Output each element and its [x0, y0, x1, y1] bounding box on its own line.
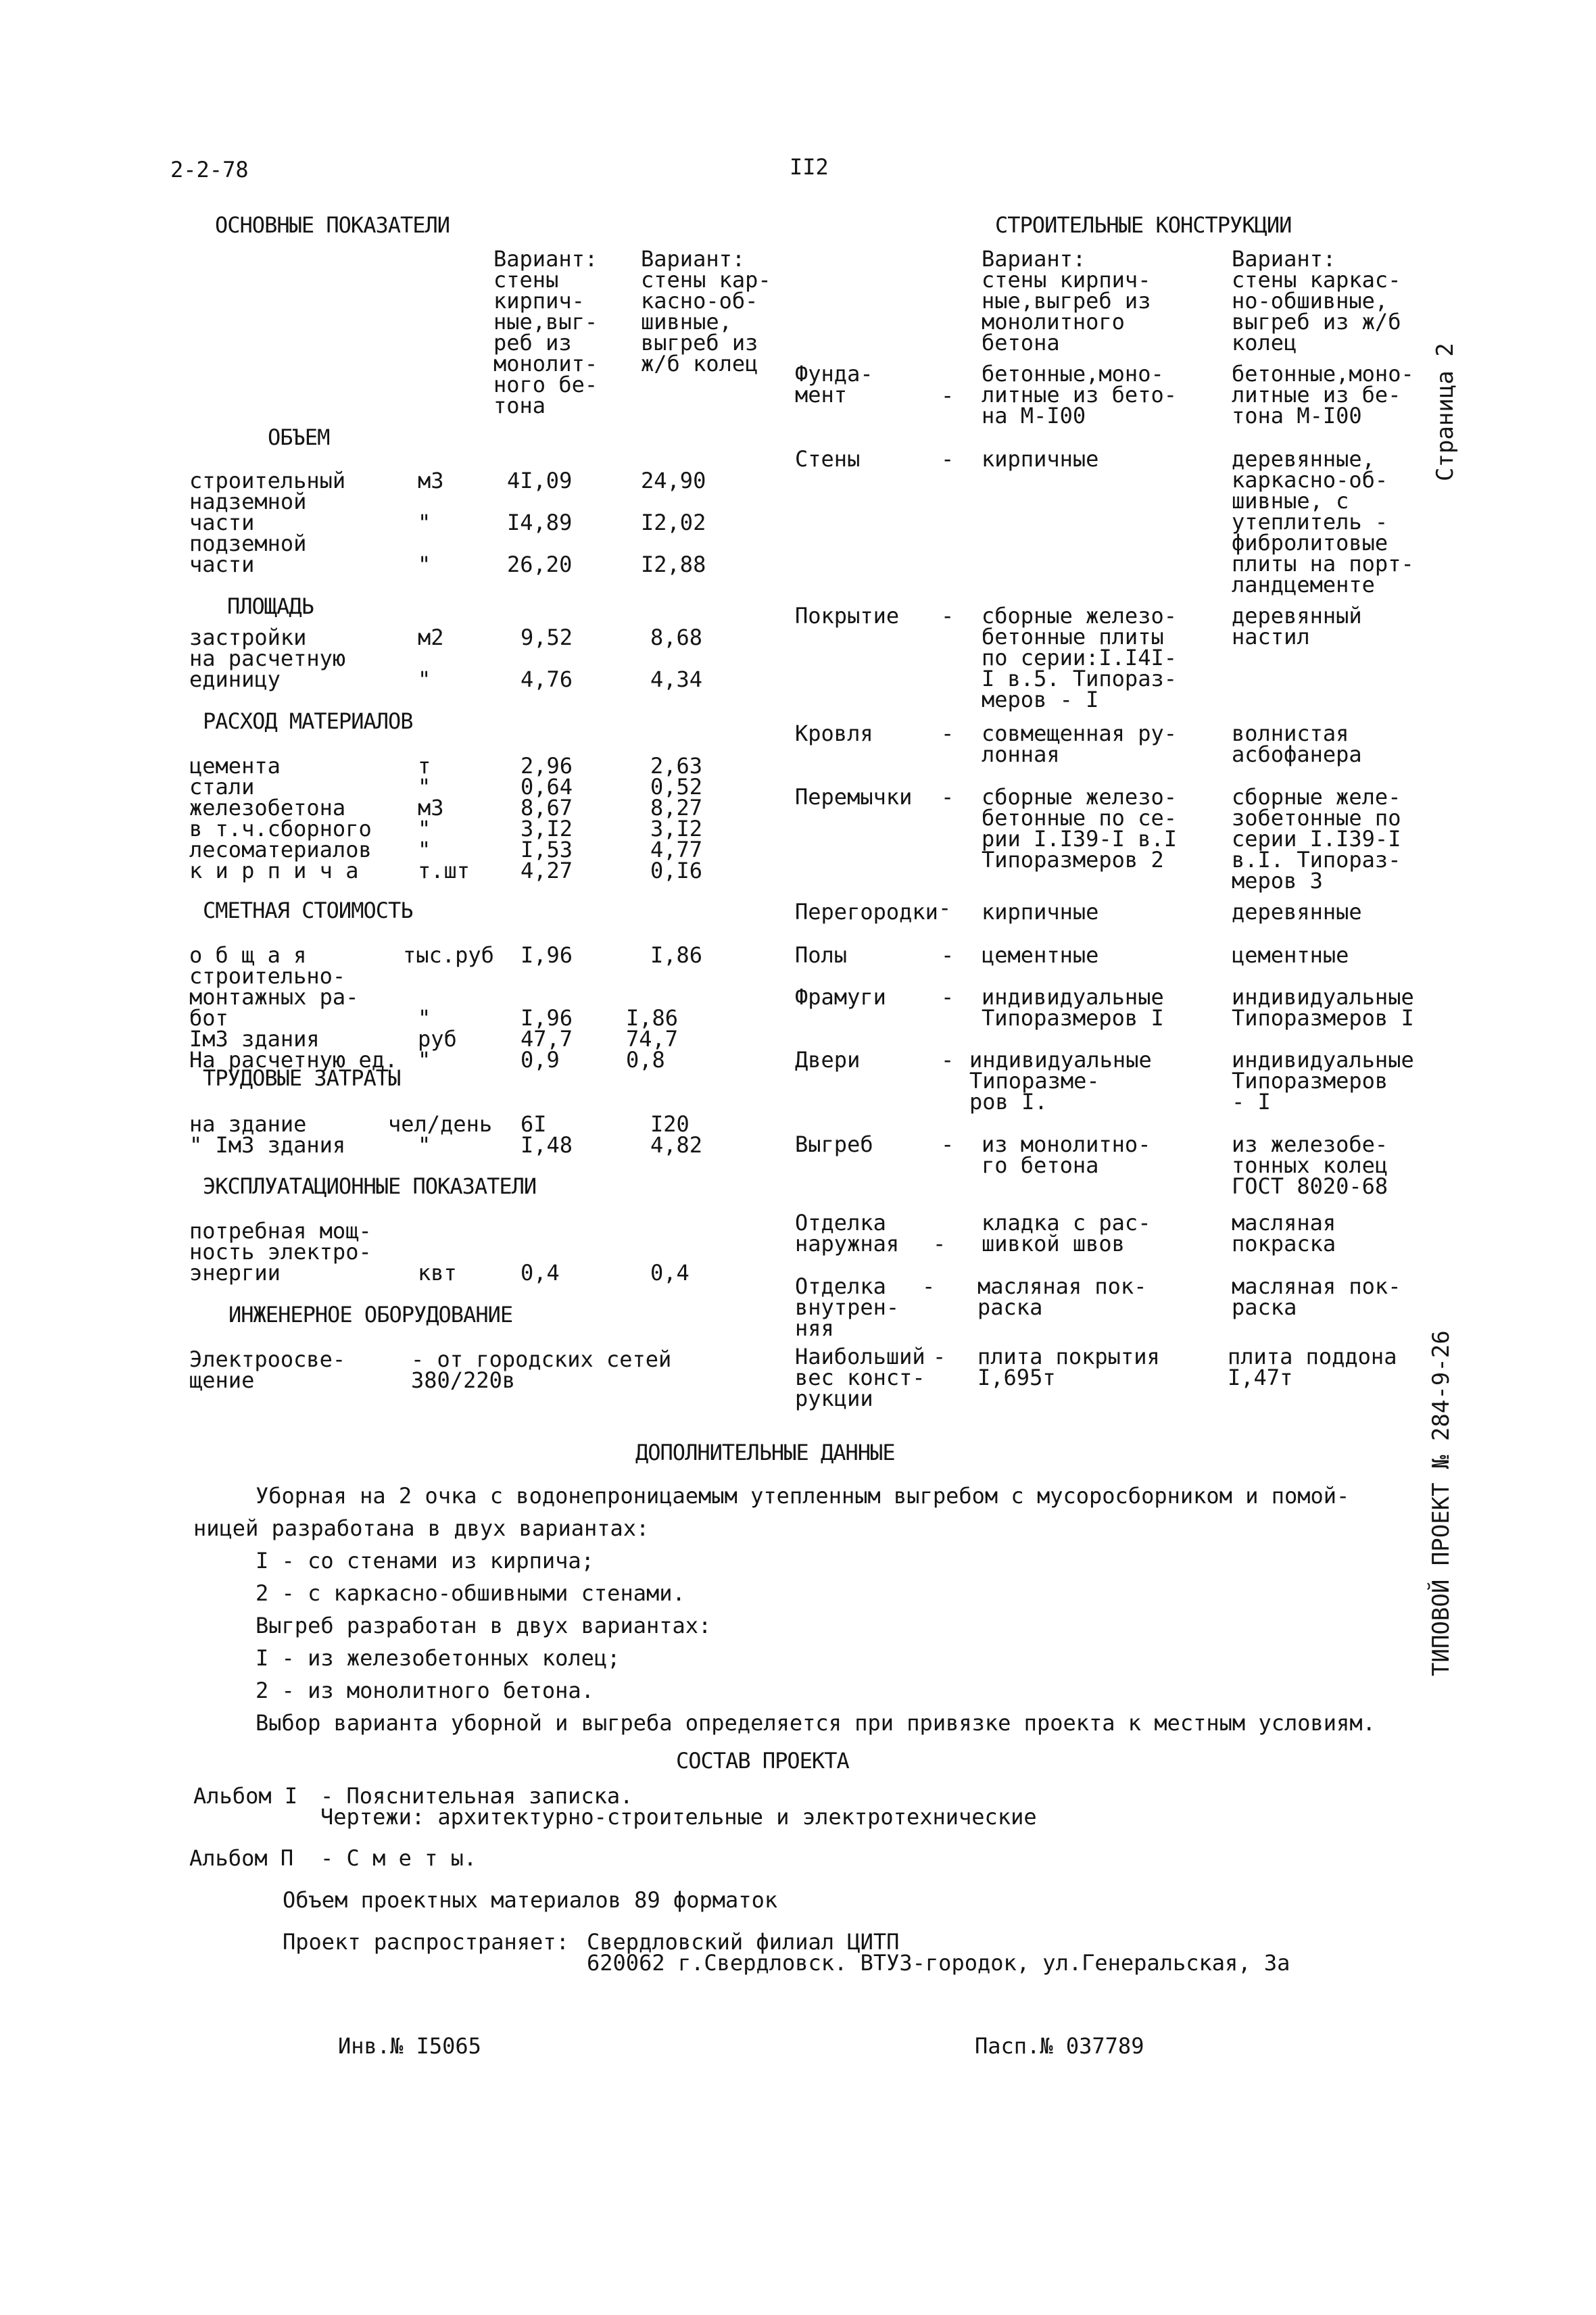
labor-unit: чел/день: [388, 1111, 493, 1137]
volume-row-v2: I2,02: [641, 510, 706, 535]
volume-row-name: части: [189, 552, 255, 577]
construction-row-v1: кирпичные: [982, 899, 1099, 925]
construction-row-name: Фунда- мент: [795, 361, 873, 408]
construction-row-v2: деревянные, каркасно-об- шивные, с утеплитель - фибролитовые плиты на порт- ландцементе: [1232, 446, 1414, 598]
engineering-value: - от городских сетей 380/220в: [411, 1346, 672, 1393]
album2-label: Альбом П: [189, 1845, 294, 1871]
construction-row-v2: волнистая асбофанера: [1232, 721, 1362, 767]
materials-title: РАСХОД МАТЕРИАЛОВ: [203, 708, 413, 734]
area-row-v1: 4,76: [521, 666, 573, 692]
construction-row-v1: масляная пок- раска: [977, 1273, 1147, 1320]
cost-total-unit: тыс.руб: [403, 942, 494, 968]
area-row-v2: 8,68: [650, 625, 703, 650]
construction-row-dash: -: [941, 383, 954, 408]
labor-title: ТРУДОВЫЕ ЗАТРАТЫ: [203, 1065, 401, 1091]
volume-row-v1: 26,20: [507, 552, 573, 577]
construction-row-v2: деревянные: [1232, 899, 1362, 925]
area-row-name: единицу: [189, 666, 281, 692]
cost-rows-v1: I,96 47,7 0,9: [521, 1005, 573, 1073]
construction-row-name: Двери: [795, 1047, 861, 1073]
area-row-v1: 9,52: [521, 625, 573, 650]
construction-row-v1: из монолитно- го бетона: [982, 1131, 1151, 1178]
area-title: ПЛОЩАДЬ: [227, 593, 314, 619]
area-row-unit: ": [418, 666, 431, 692]
construction-row-name: Отделка внутрен- няя: [795, 1273, 900, 1341]
volume-row-name: строительный надземной: [189, 468, 346, 514]
album1-text: - Пояснительная записка. Чертежи: архитектурно-строительные и электротехнические: [320, 1783, 1037, 1830]
construction-row-v2: плита поддона I,47т: [1228, 1344, 1397, 1390]
side-page-label: Страница 2: [1432, 343, 1459, 481]
labor-unit-ditto: ": [418, 1132, 431, 1158]
construction-row-v1: совмещенная ру- лонная: [982, 721, 1177, 767]
construction-row-v1: цементные: [982, 942, 1099, 968]
album2-text: - С м е т ы.: [320, 1845, 477, 1871]
variant2-header: Вариант: стены кар- касно-об- шивные, выгреб из ж/б колец: [641, 246, 771, 376]
main-indicators-title: ОСНОВНЫЕ ПОКАЗАТЕЛИ: [215, 212, 450, 238]
cost-total-name: о б щ а я строительно- монтажных ра-: [189, 942, 359, 1010]
construction-row-name: Перегородки: [795, 899, 938, 925]
labor-names: на здание " Iм3 здания: [189, 1111, 346, 1158]
exploit-name: потребная мощ- ность электро- энергии: [189, 1218, 372, 1286]
labor-v1: 6I I,48: [521, 1111, 573, 1158]
exploit-unit: квт: [418, 1260, 457, 1286]
cost-title: СМЕТНАЯ СТОИМОСТЬ: [203, 898, 413, 923]
composition-title: СОСТАВ ПРОЕКТА: [676, 1748, 849, 1774]
materials-v1: 2,96 0,64 8,67 3,I2 I,53 4,27: [521, 753, 573, 883]
volume-row-v2: 24,90: [641, 468, 706, 493]
additional-paragraph-line: I - со стенами из кирпича;: [256, 1548, 594, 1574]
construction-row-name: Перемычки: [795, 784, 913, 810]
inventory-number: Инв.№ I5065: [338, 2033, 481, 2059]
construction-row-dash: -: [941, 446, 954, 472]
construction-row-dash: -: [941, 784, 954, 810]
distributor-label: Проект распространяет:: [283, 1929, 569, 1955]
construction-row-v1: сборные железо- бетонные по се- рии I.I39-I в.I Типоразмеров 2: [982, 784, 1177, 873]
cost-rows-units: " руб ": [418, 1005, 457, 1073]
construction-row-v2: индивидуальные Типоразмеров - I: [1232, 1047, 1414, 1115]
engineering-name: Электроосве- щение: [189, 1346, 346, 1393]
construction-row-v2: индивидуальные Типоразмеров I: [1232, 984, 1414, 1031]
volume-row-unit: ": [418, 552, 431, 577]
passport-number: Пасп.№ 037789: [975, 2033, 1144, 2059]
area-row-name: застройки на расчетную: [189, 625, 346, 671]
area-row-v2: 4,34: [650, 666, 703, 692]
construction-row-name: Полы: [795, 942, 848, 968]
construction-row-v2: из железобе- тонных колец ГОСТ 8020-68: [1232, 1131, 1388, 1199]
engineering-title: ИНЖЕНЕРНОЕ ОБОРУДОВАНИЕ: [228, 1302, 513, 1327]
volume-row-v1: I4,89: [507, 510, 573, 535]
distributor-text: Свердловский филиал ЦИТП 620062 г.Свердловск. ВТУЗ-городок, ул.Генеральская, 3а: [587, 1929, 1290, 1976]
volume-row-v2: I2,88: [641, 552, 706, 577]
construction-row-dash: -: [933, 1344, 946, 1369]
construction-row-dash: -: [941, 984, 954, 1010]
project-volume-text: Объем проектных материалов 89 форматок: [283, 1887, 778, 1913]
construction-row-v1: кирпичные: [982, 446, 1099, 472]
document-code: 2-2-78: [170, 157, 249, 182]
exploit-v1: 0,4: [521, 1260, 560, 1286]
construction-row-v1: индивидуальные Типоразме- ров I.: [969, 1047, 1152, 1115]
additional-paragraph-line: 2 - с каркасно-обшивными стенами.: [256, 1580, 685, 1606]
additional-title: ДОПОЛНИТЕЛЬНЫЕ ДАННЫЕ: [635, 1440, 895, 1465]
additional-paragraph-line: I - из железобетонных колец;: [256, 1645, 621, 1671]
additional-paragraph-line: ницей разработана в двух вариантах:: [193, 1515, 650, 1541]
construction-row-name: Стены: [795, 446, 861, 472]
construction-row-v2: масляная покраска: [1232, 1210, 1336, 1257]
additional-paragraph-line: Выгреб разработан в двух вариантах:: [256, 1613, 712, 1638]
side-project-label: ТИПОВОЙ ПРОЕКТ № 284-9-26: [1428, 1330, 1455, 1676]
construction-row-dash: -: [941, 721, 954, 746]
construction-variant1-header: Вариант: стены кирпич- ные,выгреб из монолитного бетона: [982, 246, 1151, 356]
cost-total-v2: I,86: [650, 942, 703, 968]
construction-row-v2: бетонные,моно- литные из бе- тона М-I00: [1232, 361, 1414, 429]
exploit-title: ЭКСПЛУАТАЦИОННЫЕ ПОКАЗАТЕЛИ: [203, 1173, 537, 1199]
page-number: II2: [790, 154, 829, 180]
construction-row-v1: индивидуальные Типоразмеров I: [982, 984, 1164, 1031]
materials-units: т " м3 " " т.шт: [418, 753, 470, 883]
construction-row-name: Кровля: [795, 721, 873, 746]
construction-row-dash: -: [941, 1047, 954, 1073]
volume-title: ОБЪЕМ: [268, 424, 330, 450]
construction-row-dash: -: [922, 1273, 936, 1299]
construction-row-dash: -: [941, 942, 954, 968]
materials-v2: 2,63 0,52 8,27 3,I2 4,77 0,I6: [650, 753, 703, 883]
cost-rows-names: бот Iм3 здания На расчетную ед.: [189, 1005, 398, 1073]
construction-variant2-header: Вариант: стены каркас- но-обшивные, выгреб из ж/б колец: [1232, 246, 1401, 356]
construction-row-v1: сборные железо- бетонные плиты по серии:I.I4I- I в.5. Типораз- меров - I: [982, 603, 1177, 712]
construction-row-v2: цементные: [1232, 942, 1349, 968]
volume-row-name: части подземной: [189, 510, 307, 556]
construction-row-v2: масляная пок- раска: [1232, 1273, 1401, 1320]
additional-paragraph-line: Уборная на 2 очка с водонепроницаемым утепленным выгребом с мусоросборником и помой-: [256, 1483, 1350, 1509]
volume-row-v1: 4I,09: [507, 468, 573, 493]
construction-row-dash: -: [941, 1131, 954, 1157]
materials-names: цемента стали железобетона в т.ч.сборного лесоматериалов к и р п и ч а: [189, 753, 372, 883]
additional-paragraph-line: 2 - из монолитного бетона.: [256, 1678, 594, 1703]
variant1-header: Вариант: стены кирпич- ные,выг- реб из монолит- ного бе- тона: [493, 246, 598, 418]
construction-row-v2: сборные желе- зобетонные по серии I.I39-I в.I. Типораз- меров 3: [1232, 784, 1401, 894]
construction-row-name: Отделка наружная: [795, 1210, 900, 1257]
construction-row-v1: бетонные,моно- литные из бето- на М-I00: [982, 361, 1177, 429]
construction-row-name: Фрамуги: [795, 984, 886, 1010]
cost-rows-v2: I,86 74,7 0,8: [626, 1005, 679, 1073]
construction-row-v2: деревянный настил: [1232, 603, 1362, 650]
labor-v2: I20 4,82: [650, 1111, 703, 1158]
exploit-v2: 0,4: [650, 1260, 690, 1286]
construction-row-name: Выгреб: [795, 1131, 873, 1157]
construction-title: СТРОИТЕЛЬНЫЕ КОНСТРУКЦИИ: [995, 212, 1292, 238]
construction-row-dash: -: [938, 895, 952, 921]
construction-row-dash: -: [941, 603, 954, 629]
additional-paragraph-line: Выбор варианта уборной и выгреба определяется при привязке проекта к местным условиям.: [256, 1710, 1376, 1736]
album1-label: Альбом I: [193, 1783, 298, 1809]
cost-total-v1: I,96: [521, 942, 573, 968]
volume-row-unit: м3: [418, 468, 444, 493]
construction-row-v1: плита покрытия I,695т: [977, 1344, 1160, 1390]
volume-row-unit: ": [418, 510, 431, 535]
construction-row-dash: -: [933, 1231, 946, 1257]
construction-row-name: Наибольший вес конст- рукции: [795, 1344, 925, 1411]
construction-row-name: Покрытие: [795, 603, 900, 629]
construction-row-v1: кладка с рас- шивкой швов: [982, 1210, 1151, 1257]
area-row-unit: м2: [418, 625, 444, 650]
